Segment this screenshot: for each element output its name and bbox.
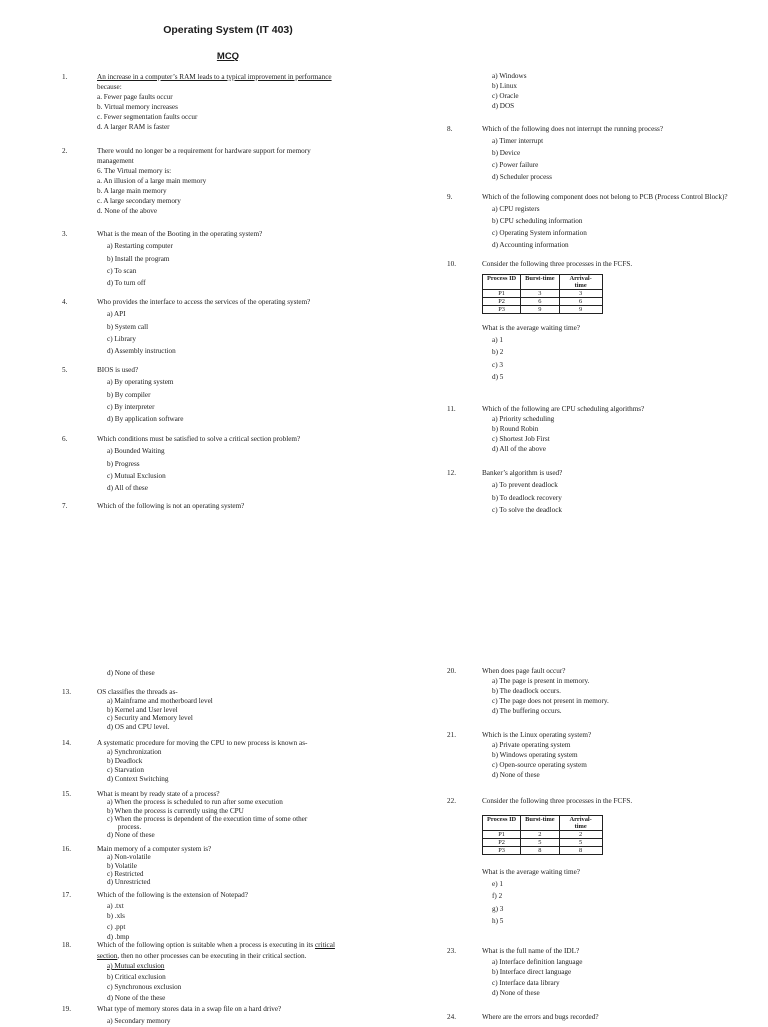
- table-cell: 6: [521, 298, 559, 306]
- option: c. Fewer segmentation faults occur: [97, 113, 198, 121]
- table-cell: 2: [559, 831, 602, 839]
- question-number: 3.: [62, 230, 68, 238]
- option: b) Deadlock: [107, 756, 143, 765]
- question-number: 14.: [62, 739, 71, 747]
- option: b) CPU scheduling information: [492, 217, 583, 225]
- option: b) 2: [492, 348, 504, 357]
- question-stem: Banker’s algorithm is used?: [482, 469, 563, 477]
- option: b) Progress: [107, 459, 140, 468]
- option: b) Critical exclusion: [107, 972, 166, 981]
- question-prompt: What is the average waiting time?: [482, 868, 580, 876]
- option: c) Security and Memory level: [107, 714, 193, 723]
- option: b) Device: [492, 149, 521, 157]
- question-stem: There would no longer be a requirement for hardware support for memory management 6. The Virtual memory is:: [97, 147, 311, 175]
- question-number: 4.: [62, 298, 68, 306]
- option: c. A large secondary memory: [97, 197, 181, 205]
- table-header: Arrival-time: [559, 816, 602, 831]
- option: d. None of the above: [97, 207, 158, 215]
- option: d) 5: [492, 372, 504, 381]
- option: c) .ppt: [107, 922, 126, 931]
- option: a) Secondary memory: [107, 1017, 171, 1025]
- question-12-options-continued: [97, 668, 357, 678]
- question-stem: Main memory of a computer system is?: [97, 845, 212, 853]
- option: d) All of the above: [492, 445, 546, 453]
- question-14: [62, 739, 397, 784]
- option: a) .txt: [107, 901, 124, 910]
- question-stem: Which of the following component does not belong to PCB (Process Control Block)?: [482, 193, 728, 201]
- option: c) To solve the deadlock: [492, 505, 563, 514]
- table-row: [483, 839, 603, 847]
- option: c) Oracle: [492, 92, 519, 100]
- option: d) To turn off: [107, 279, 146, 288]
- option: a) When the process is scheduled to run after some execution: [107, 798, 283, 807]
- option: a) Restarting computer: [107, 242, 173, 251]
- page-title: Operating System (IT 403): [163, 24, 293, 36]
- table-cell: P1: [483, 290, 521, 298]
- question-number: 18.: [62, 941, 71, 949]
- option: process.: [107, 823, 142, 832]
- question-stem: Which conditions must be satisfied to solve a critical section problem?: [97, 435, 301, 443]
- question-number: 21.: [447, 731, 456, 739]
- table-row: [483, 290, 603, 298]
- option: b. A large main memory: [97, 187, 167, 195]
- question-2: [62, 146, 367, 216]
- option: d) None of these: [492, 989, 540, 997]
- option: a) By operating system: [107, 378, 174, 387]
- table-header: Arrival-time: [559, 275, 602, 290]
- question-10: [447, 259, 742, 383]
- question-20: [447, 666, 742, 716]
- option: a) Priority scheduling: [492, 415, 555, 423]
- table-cell: 5: [559, 839, 602, 847]
- option: c) 3: [492, 360, 503, 369]
- question-number: 19.: [62, 1005, 71, 1013]
- option: c) Shortest Job First: [492, 435, 550, 443]
- question-stem: What is the full name of the IDL?: [482, 947, 580, 955]
- question-number: 2.: [62, 147, 68, 155]
- question-22: [447, 796, 742, 927]
- question-23: [447, 946, 742, 999]
- option: d) .bmp: [107, 933, 130, 941]
- question-number: 1.: [62, 73, 68, 81]
- question-6: [62, 433, 397, 494]
- option: b) Interface direct language: [492, 968, 572, 976]
- table-header: Burst-time: [521, 816, 559, 831]
- option: a) Windows: [492, 72, 527, 80]
- question-number: 11.: [447, 405, 456, 413]
- option: a) Synchronization: [107, 747, 162, 756]
- option: a) 1: [492, 336, 503, 344]
- option: b) Install the program: [107, 254, 170, 263]
- option: c) By interpreter: [107, 402, 155, 411]
- question-number: 7.: [62, 502, 68, 510]
- option: c) Open-source operating system: [492, 761, 587, 769]
- question-13: [62, 688, 397, 732]
- table-cell: 2: [521, 831, 559, 839]
- question-19: [62, 1003, 397, 1027]
- option: d) None of these: [492, 771, 540, 779]
- question-stem: Which of the following does not interrupt the running process?: [482, 125, 664, 133]
- option: b) .xls: [107, 912, 125, 920]
- question-7-options: [482, 71, 742, 111]
- option: c) The page does not present in memory.: [492, 697, 609, 705]
- option: a) To prevent deadlock: [492, 481, 558, 490]
- table-row: [483, 847, 603, 855]
- process-table: [482, 815, 603, 855]
- question-stem: BIOS is used?: [97, 366, 139, 374]
- question-number: 24.: [447, 1013, 456, 1021]
- option: d) OS and CPU level.: [107, 723, 170, 732]
- option: b) To deadlock recovery: [492, 493, 562, 502]
- question-stem: Which is the Linux operating system?: [482, 731, 592, 739]
- option: f) 2: [492, 892, 503, 901]
- option: b) Linux: [492, 82, 517, 90]
- option: c) Mutual Exclusion: [107, 471, 166, 480]
- option: g) 3: [492, 904, 504, 913]
- option: h) 5: [492, 916, 504, 925]
- process-table: [482, 274, 603, 314]
- table-row: [483, 831, 603, 839]
- question-number: 22.: [447, 797, 456, 805]
- question-stem: Where are the errors and bugs recorded?: [482, 1013, 599, 1021]
- option: b) When the process is currently using the CPU: [107, 806, 244, 815]
- question-17: [62, 890, 397, 943]
- question-stem: OS classifies the threads as-: [97, 688, 178, 696]
- option: c) Library: [107, 334, 136, 343]
- question-stem: Which of the following is the extension of Notepad?: [97, 891, 248, 899]
- question-9: [447, 191, 762, 251]
- option: d) Scheduler process: [492, 173, 552, 181]
- question-12: [447, 467, 742, 516]
- table-header: Process ID: [483, 275, 521, 290]
- question-3: [62, 228, 397, 289]
- option: d) Assembly instruction: [107, 347, 176, 356]
- question-5: [62, 364, 397, 425]
- question-number: 15.: [62, 790, 71, 798]
- question-number: 5.: [62, 366, 68, 374]
- option: c) Restricted: [107, 869, 144, 878]
- table-cell: 3: [521, 290, 559, 298]
- question-7: [62, 501, 397, 511]
- option: d) DOS: [492, 102, 515, 110]
- question-stem: Which of the following is not an operating system?: [97, 502, 245, 510]
- table-cell: P2: [483, 839, 521, 847]
- table-header: Burst-time: [521, 275, 559, 290]
- option: a) Bounded Waiting: [107, 447, 165, 456]
- option: a. Fewer page faults occur: [97, 93, 173, 101]
- option: b) Windows operating system: [492, 751, 578, 759]
- question-number: 16.: [62, 845, 71, 853]
- question-11: [447, 404, 742, 454]
- option: a) CPU registers: [492, 205, 540, 213]
- question-8: [447, 123, 752, 183]
- option: b) The deadlock occurs.: [492, 687, 561, 695]
- question-stem: When does page fault occur?: [482, 667, 566, 675]
- question-number: 20.: [447, 667, 456, 675]
- question-stem: A systematic procedure for moving the CPU to new process is known as-: [97, 739, 308, 747]
- option: d) All of these: [107, 484, 148, 493]
- page-subtitle: MCQ: [216, 51, 240, 62]
- option: e) 1: [492, 880, 503, 888]
- option: c) Synchronous exclusion: [107, 983, 182, 991]
- question-stem: Which of the following option is suitable when a process is executing in its critical section, then no other processes can be executing in their critical section.: [97, 941, 335, 960]
- question-stem: Consider the following three processes in the FCFS.: [482, 260, 633, 268]
- option: b) By compiler: [107, 390, 151, 399]
- question-stem: What type of memory stores data in a swap file on a hard drive?: [97, 1005, 282, 1013]
- table-header: Process ID: [483, 816, 521, 831]
- table-cell: 9: [521, 306, 559, 314]
- option: b. Virtual memory increases: [97, 103, 178, 111]
- option: d) Context Switching: [107, 774, 169, 783]
- question-21: [447, 730, 742, 780]
- table-cell: 8: [521, 847, 559, 855]
- question-number: 13.: [62, 688, 71, 696]
- question-prompt: What is the average waiting time?: [482, 324, 580, 332]
- option: a) Mutual exclusion: [107, 962, 165, 970]
- option: c) Operating System information: [492, 229, 587, 237]
- question-number: 10.: [447, 260, 456, 268]
- table-cell: 5: [521, 839, 559, 847]
- option: d) Unrestricted: [107, 878, 151, 887]
- option: b) Kernel and User level: [107, 705, 178, 714]
- option: c) Starvation: [107, 765, 144, 774]
- table-cell: P1: [483, 831, 521, 839]
- question-1: [62, 72, 397, 132]
- option: d. A larger RAM is faster: [97, 123, 170, 131]
- table-cell: 6: [559, 298, 602, 306]
- question-stem: Who provides the interface to access the services of the operating system?: [97, 298, 311, 306]
- option: a) Timer interrupt: [492, 137, 544, 145]
- option: d) The buffering occurs.: [492, 707, 562, 715]
- question-16: [62, 845, 397, 887]
- option: a) Interface definition language: [492, 957, 583, 966]
- option: c) To scan: [107, 266, 137, 275]
- option: d) By application software: [107, 415, 184, 424]
- option: b) Volatile: [107, 861, 137, 870]
- question-number: 6.: [62, 435, 68, 443]
- question-4: [62, 296, 397, 357]
- question-number: 9.: [447, 193, 453, 201]
- option: b) System call: [107, 322, 149, 331]
- question-number: 23.: [447, 947, 456, 955]
- page-break-gap: [0, 530, 768, 650]
- table-row: [483, 306, 603, 314]
- option: d) None of these: [107, 669, 155, 677]
- question-number: 8.: [447, 125, 453, 133]
- table-cell: P3: [483, 306, 521, 314]
- option: a) The page is present in memory.: [492, 677, 590, 685]
- table-cell: P3: [483, 847, 521, 855]
- question-18: [62, 940, 367, 1003]
- option: c) Power failure: [492, 161, 539, 169]
- option: c) When the process is dependent of the execution time of some other: [107, 814, 308, 823]
- option: d) None of these: [107, 831, 155, 840]
- table-cell: P2: [483, 298, 521, 306]
- option: a. An illusion of a large main memory: [97, 177, 207, 185]
- question-stem: Which of the following are CPU scheduling algorithms?: [482, 405, 645, 413]
- option: a) API: [107, 310, 126, 319]
- table-cell: 3: [559, 290, 602, 298]
- option: d) Accounting information: [492, 241, 569, 249]
- question-number: 12.: [447, 469, 456, 477]
- option: d) None of the these: [107, 993, 166, 1002]
- question-stem: What is the mean of the Booting in the operating system?: [97, 230, 263, 238]
- question-stem: An increase in a computer’s RAM leads to a typical improvement in performance because:: [97, 73, 332, 91]
- option: a) Private operating system: [492, 741, 571, 749]
- question-stem: What is meant by ready state of a process?: [97, 790, 220, 798]
- option: b) Round Robin: [492, 425, 539, 433]
- option: c) Interface data library: [492, 978, 560, 987]
- option: a) Non-volatile: [107, 853, 151, 862]
- table-cell: 8: [559, 847, 602, 855]
- table-cell: 9: [559, 306, 602, 314]
- question-15: [62, 790, 397, 840]
- table-row: [483, 298, 603, 306]
- option: a) Mainframe and motherboard level: [107, 696, 213, 705]
- question-number: 17.: [62, 891, 71, 899]
- question-24: [447, 1012, 742, 1022]
- question-stem: Consider the following three processes in the FCFS.: [482, 797, 633, 805]
